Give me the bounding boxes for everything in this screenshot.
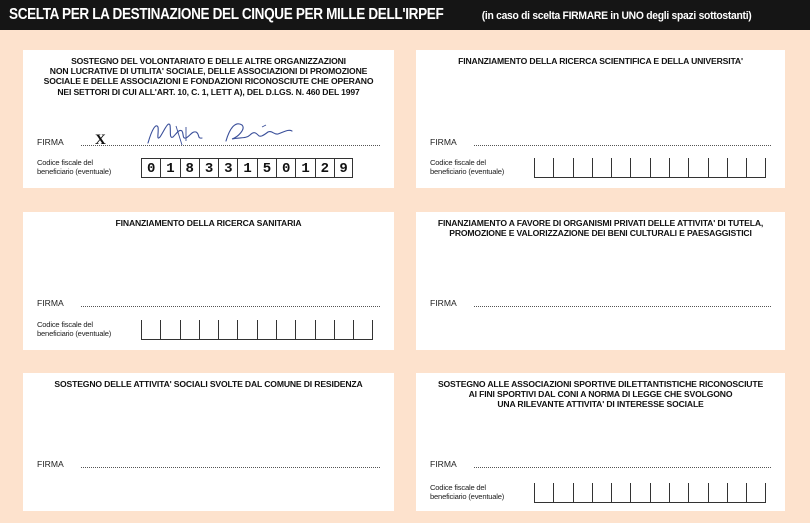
- cf-digit[interactable]: [553, 158, 572, 178]
- codice-fiscale-label: Codice fiscale del beneficiario (eventuale): [37, 320, 112, 338]
- firma-label: FIRMA: [37, 298, 64, 308]
- codice-fiscale-row: [430, 157, 771, 181]
- firma-line[interactable]: [81, 306, 380, 307]
- box-title: FINANZIAMENTO DELLA RICERCA SANITARIA: [115, 218, 302, 228]
- codice-fiscale-label: Codice fiscale del beneficiario (eventuale): [37, 158, 112, 176]
- cf-digit[interactable]: [199, 320, 218, 340]
- cf-digit[interactable]: 5: [257, 158, 276, 178]
- cf-digit[interactable]: [276, 320, 295, 340]
- box-ricerca-sanitaria: [23, 212, 394, 350]
- box-title: SOSTEGNO DEL VOLONTARIATO E DELLE ALTRE ORGANIZZAZIONI NON LUCRATIVE DI UTILITA' SOCIALE, DELLE ASSOCIAZIONI DI PROMOZIONE SOCIALE E DELLE ASSOCIAZIONI E FONDAZIONI RICONOSCIUTE CHE OPERANO NEI SETTORI DI CUI ALL'ART. 10, C. 1, LETT A), DEL D.LGS. N. 460 DEL 1997: [43, 56, 374, 97]
- cf-digit[interactable]: [315, 320, 334, 340]
- cf-digit[interactable]: [650, 158, 669, 178]
- cf-digit[interactable]: [746, 483, 765, 503]
- cf-digit[interactable]: [334, 320, 353, 340]
- form-header: [0, 0, 810, 30]
- box-title: SOSTEGNO DELLE ATTIVITA' SOCIALI SVOLTE DAL COMUNE DI RESIDENZA: [54, 379, 363, 389]
- cf-digit[interactable]: 2: [315, 158, 334, 178]
- cf-digit[interactable]: [669, 483, 688, 503]
- cf-digit[interactable]: [746, 158, 765, 178]
- codice-fiscale-label: Codice fiscale del beneficiario (eventuale): [430, 158, 505, 176]
- firma-row[interactable]: [430, 296, 771, 310]
- box-ricerca-scientifica: [416, 50, 785, 188]
- cf-digit[interactable]: 9: [334, 158, 353, 178]
- cf-digit[interactable]: [688, 483, 707, 503]
- cf-digit[interactable]: [160, 320, 179, 340]
- firma-x-mark: X: [95, 132, 106, 148]
- cf-digit[interactable]: [630, 483, 649, 503]
- cf-digit[interactable]: [708, 158, 727, 178]
- cf-digit[interactable]: [592, 158, 611, 178]
- cf-digit[interactable]: 3: [199, 158, 218, 178]
- firma-line[interactable]: [474, 145, 771, 146]
- cf-digit[interactable]: 1: [160, 158, 179, 178]
- cf-digit[interactable]: [727, 483, 746, 503]
- cf-digit[interactable]: [257, 320, 276, 340]
- form-subtitle: (in caso di scelta FIRMARE in UNO degli spazi sottostanti): [481, 10, 752, 22]
- codice-fiscale-row: [37, 319, 380, 343]
- cf-digit[interactable]: [534, 158, 553, 178]
- form-title: SCELTA PER LA DESTINAZIONE DEL CINQUE PER MILLE DELL'IRPEF: [9, 6, 444, 23]
- cf-digit[interactable]: [592, 483, 611, 503]
- cf-digit[interactable]: [534, 483, 553, 503]
- firma-label: FIRMA: [37, 137, 64, 147]
- cf-digit[interactable]: 0: [276, 158, 295, 178]
- firma-label: FIRMA: [430, 137, 457, 147]
- firma-label: FIRMA: [430, 298, 457, 308]
- cf-digit[interactable]: [553, 483, 572, 503]
- firma-label: FIRMA: [37, 459, 64, 469]
- firma-row[interactable]: [37, 457, 380, 471]
- firma-row[interactable]: [430, 135, 771, 149]
- handwritten-signature: [142, 117, 302, 151]
- box-beni-culturali: [416, 212, 785, 350]
- box-comune-residenza: [23, 373, 394, 511]
- cf-digit[interactable]: [708, 483, 727, 503]
- codice-fiscale-label: Codice fiscale del beneficiario (eventuale): [430, 483, 505, 501]
- firma-row[interactable]: [37, 132, 380, 149]
- cf-digit[interactable]: [611, 483, 630, 503]
- cf-digit[interactable]: 8: [180, 158, 199, 178]
- cf-digit[interactable]: [611, 158, 630, 178]
- cf-digit[interactable]: [573, 158, 592, 178]
- codice-fiscale-field[interactable]: [534, 483, 766, 503]
- cf-digit[interactable]: [630, 158, 649, 178]
- cf-digit[interactable]: [688, 158, 707, 178]
- cf-digit[interactable]: [218, 320, 237, 340]
- cf-digit[interactable]: 3: [218, 158, 237, 178]
- cf-digit[interactable]: [353, 320, 372, 340]
- box-volontariato: [23, 50, 394, 188]
- firma-line[interactable]: [474, 467, 771, 468]
- codice-fiscale-field[interactable]: [141, 158, 353, 178]
- firma-line[interactable]: [474, 306, 771, 307]
- box-title: FINANZIAMENTO A FAVORE DI ORGANISMI PRIVATI DELLE ATTIVITA' DI TUTELA, PROMOZIONE E VALORIZZAZIONE DEI BENI CULTURALI E PAESAGGISTICI: [437, 218, 764, 239]
- codice-fiscale-row: [430, 482, 771, 506]
- cf-digit[interactable]: [573, 483, 592, 503]
- codice-fiscale-field[interactable]: [141, 320, 373, 340]
- box-title: FINANZIAMENTO DELLA RICERCA SCIENTIFICA E DELLA UNIVERSITA': [458, 56, 743, 66]
- firma-line[interactable]: [81, 467, 380, 468]
- cf-digit[interactable]: [650, 483, 669, 503]
- cf-digit[interactable]: [727, 158, 746, 178]
- cf-digit[interactable]: [237, 320, 256, 340]
- cf-digit[interactable]: 1: [295, 158, 314, 178]
- firma-row[interactable]: [430, 457, 771, 471]
- cf-digit[interactable]: [295, 320, 314, 340]
- cf-digit[interactable]: [180, 320, 199, 340]
- cf-digit[interactable]: 0: [141, 158, 160, 178]
- box-title: SOSTEGNO ALLE ASSOCIAZIONI SPORTIVE DILETTANTISTICHE RICONOSCIUTE AI FINI SPORTIVI DAL CONI A NORMA DI LEGGE CHE SVOLGONO UNA RILEVANTE ATTIVITA' DI INTERESSE SOCIALE: [437, 379, 764, 410]
- cf-digit[interactable]: 1: [237, 158, 256, 178]
- firma-row[interactable]: [37, 296, 380, 310]
- box-associazioni-sportive: [416, 373, 785, 511]
- firma-label: FIRMA: [430, 459, 457, 469]
- codice-fiscale-row: [37, 157, 380, 181]
- cf-digit[interactable]: [669, 158, 688, 178]
- codice-fiscale-field[interactable]: [534, 158, 766, 178]
- cf-digit[interactable]: [141, 320, 160, 340]
